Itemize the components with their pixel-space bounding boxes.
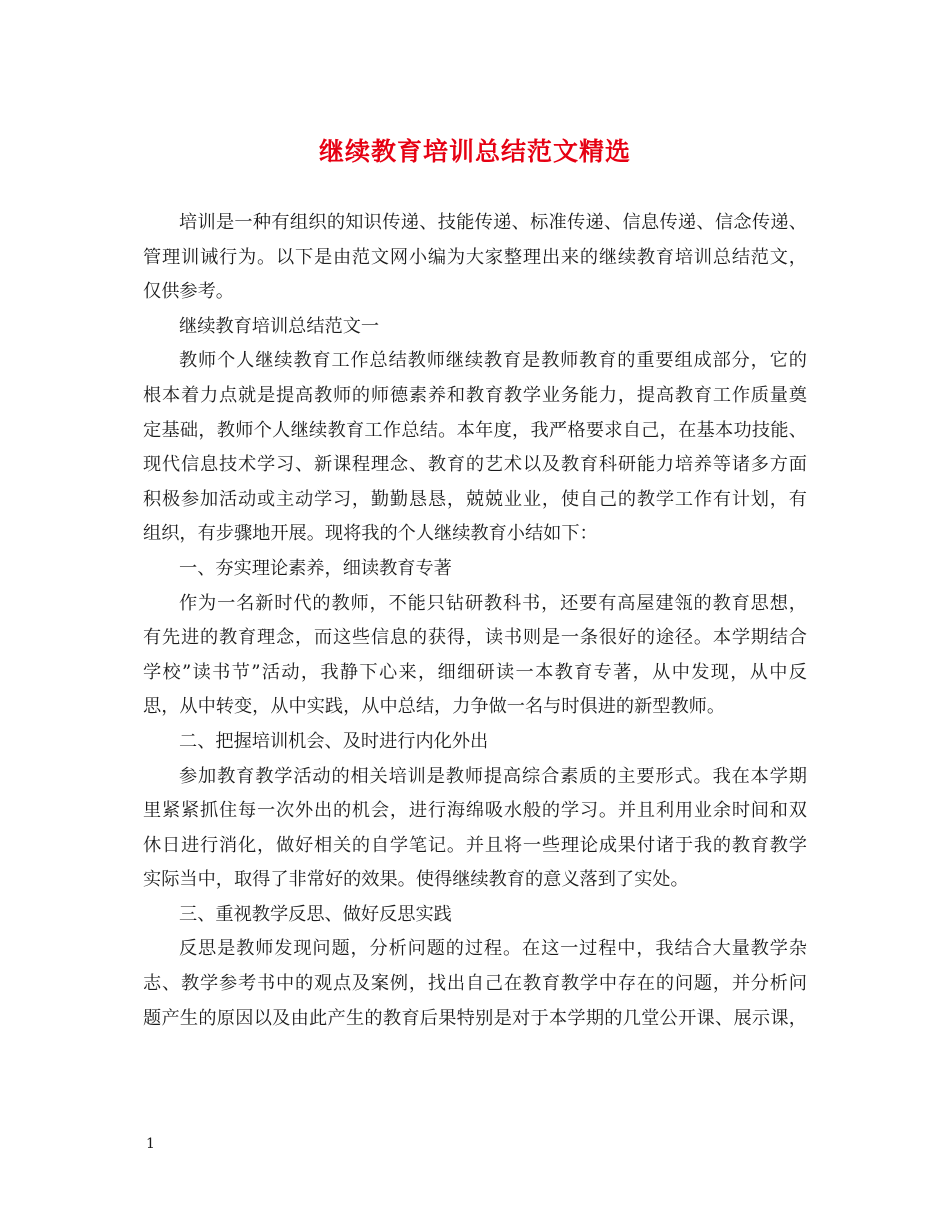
section-heading: 一、夯实理论素养，细读教育专著 [179,557,452,579]
body-line: 现代信息技术学习、新课程理念、教育的艺术以及教育科研能力培养等诸多方面 [143,454,807,476]
body-line: 管理训诫行为。以下是由范文网小编为大家整理出来的继续教育培训总结范文， [143,246,807,268]
body-line: 实际当中，取得了非常好的效果。使得继续教育的意义落到了实处。 [143,869,689,891]
body-line: 教师个人继续教育工作总结教师继续教育是教师教育的重要组成部分，它的 [179,350,807,372]
body-line: 志、教学参考书中的观点及案例，找出自己在教育教学中存在的问题，并分析问 [143,973,807,995]
body-line: 作为一名新时代的教师，不能只钻研教科书，还要有高屋建瓴的教育思想， [179,592,807,614]
body-line: 休日进行消化，做好相关的自学笔记。并且将一些理论成果付诸于我的教育教学 [143,834,807,856]
body-line: 有先进的教育理念，而这些信息的获得，读书则是一条很好的途径。本学期结合 [143,627,807,649]
document-title: 继续教育培训总结范文精选 [318,137,631,166]
body-line: 组织，有步骤地开展。现将我的个人继续教育小结如下： [143,523,598,545]
body-line: 仅供参考。 [143,281,234,303]
section-heading: 三、重视教学反思、做好反思实践 [179,903,452,925]
section-heading: 二、把握培训机会、及时进行内化外出 [179,730,489,752]
section-heading: 继续教育培训总结范文一 [179,315,380,337]
body-line: 培训是一种有组织的知识传递、技能传递、标准传递、信息传递、信念传递、 [179,212,807,233]
body-line: 积极参加活动或主动学习，勤勤恳恳，兢兢业业，使自己的教学工作有计划，有 [143,488,807,510]
body-line: 学校”读书节”活动，我静下心来，细细研读一本教育专著，从中发现，从中反 [143,661,807,683]
body-line: 参加教育教学活动的相关培训是教师提高综合素质的主要形式。我在本学期 [179,765,807,787]
body-line: 题产生的原因以及由此产生的教育后果特别是对于本学期的几堂公开课、展示课， [143,1007,807,1029]
body-line: 根本着力点就是提高教师的师德素养和教育教学业务能力，提高教育工作质量奠 [143,384,807,406]
body-line: 思，从中转变，从中实践，从中总结，力争做一名与时俱进的新型教师。 [143,696,726,718]
document-body [143,206,807,1036]
page-number: 1 [146,1136,155,1152]
body-line: 反思是教师发现问题，分析问题的过程。在这一过程中，我结合大量教学杂 [179,938,807,960]
body-line: 里紧紧抓住每一次外出的机会，进行海绵吸水般的学习。并且利用业余时间和双 [143,800,807,822]
body-line: 定基础，教师个人继续教育工作总结。本年度，我严格要求自己，在基本功技能、 [143,419,807,441]
